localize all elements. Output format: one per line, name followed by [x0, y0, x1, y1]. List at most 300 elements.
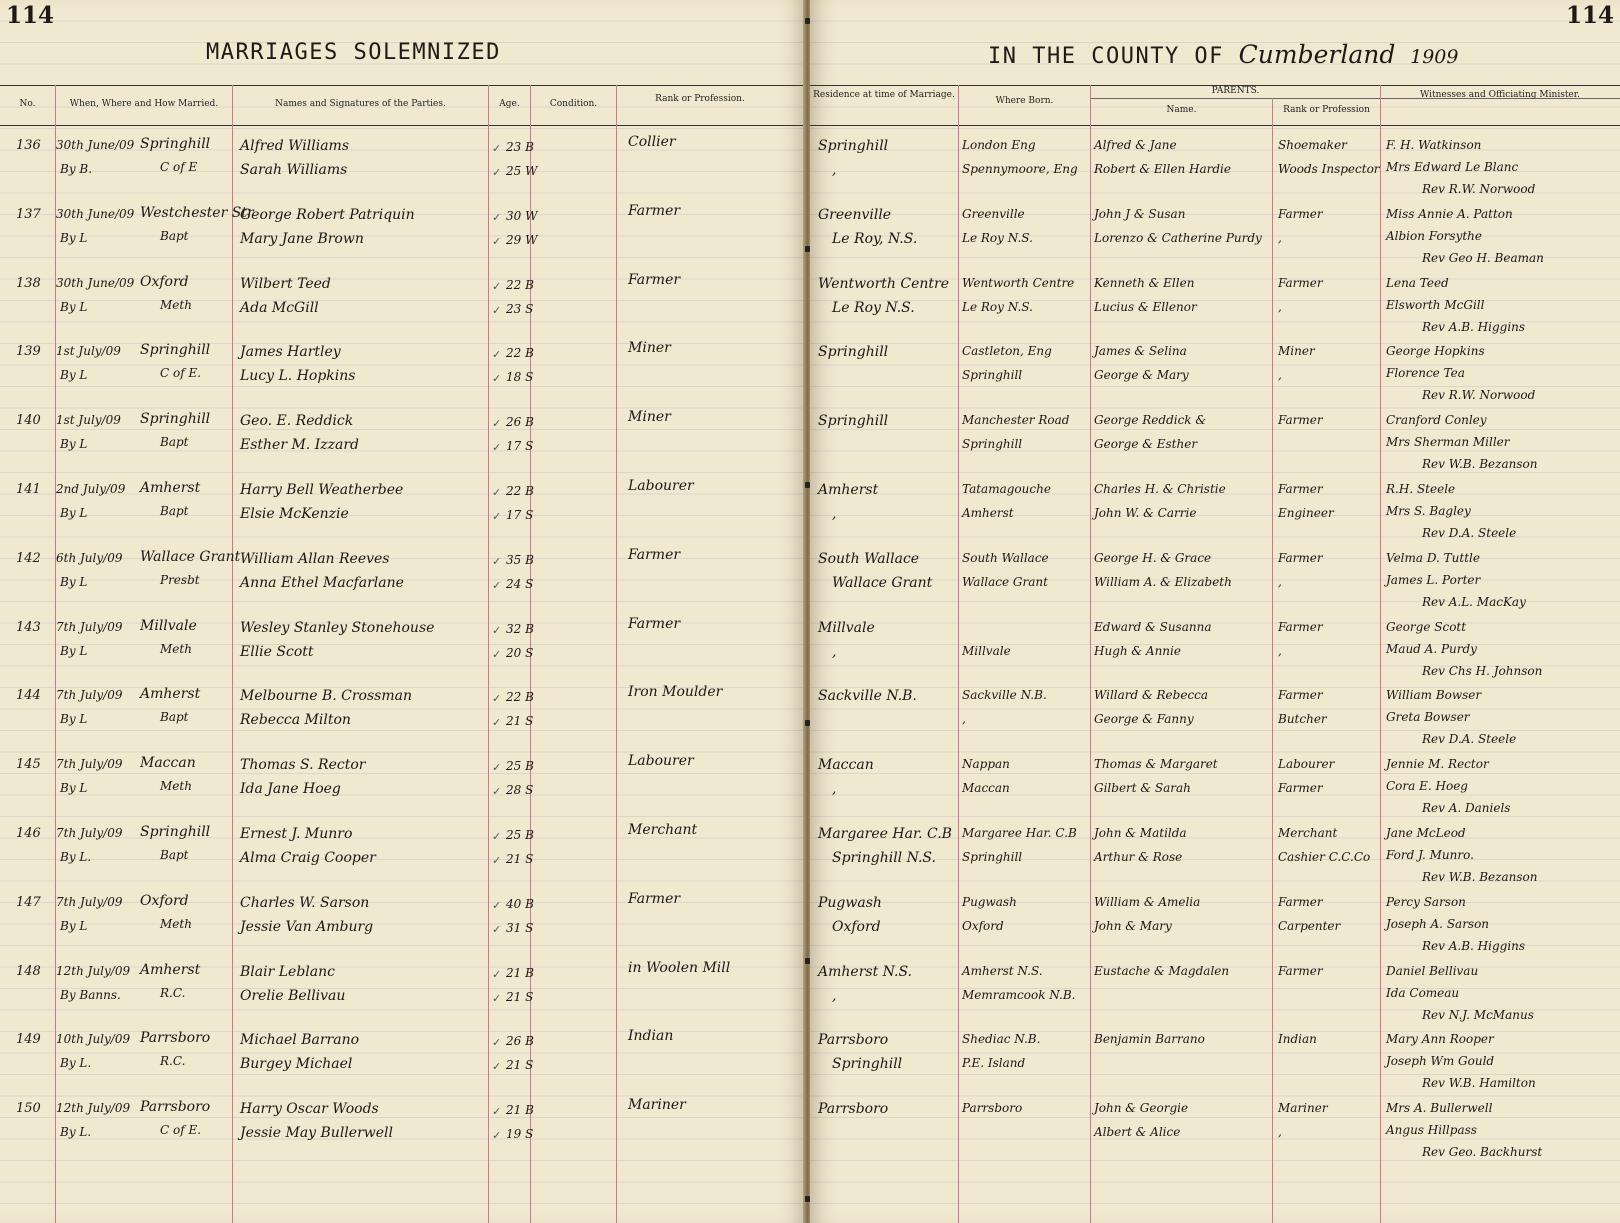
- officiating-minister: Rev N.J. McManus: [1422, 1007, 1534, 1022]
- groom-name: Michael Barrano: [240, 1032, 360, 1049]
- parents-groom: George H. & Grace: [1094, 550, 1212, 565]
- officiating-minister: Rev W.B. Bezanson: [1422, 457, 1538, 472]
- witness-2: Albion Forsythe: [1386, 228, 1483, 243]
- residence-groom: Springhill: [818, 344, 889, 361]
- marriage-date: 10th July/09: [56, 1032, 131, 1047]
- check-mark: ✓: [492, 647, 502, 661]
- residence-bride: ,: [832, 781, 837, 798]
- marriage-method: By L: [60, 712, 88, 727]
- parents-rank-groom: Miner: [1278, 344, 1315, 359]
- record-number: 144: [16, 688, 41, 704]
- parents-rank-groom: Farmer: [1278, 275, 1323, 290]
- check-mark: ✓: [492, 761, 502, 775]
- officiating-minister: Rev A.B. Higgins: [1422, 938, 1526, 953]
- groom-rank: Indian: [628, 1028, 674, 1045]
- groom-age-condition: 25 B: [506, 828, 534, 842]
- groom-name: William Allan Reeves: [240, 550, 390, 567]
- witness-1: Daniel Bellivau: [1386, 963, 1479, 978]
- marriage-method: By L: [60, 918, 88, 933]
- bride-age-condition: 18 S: [506, 370, 534, 385]
- birthplace-groom: Tatamagouche: [962, 482, 1051, 496]
- residence-groom: Wentworth Centre: [818, 275, 949, 292]
- residence-groom: Margaree Har. C.B: [818, 826, 952, 842]
- marriage-method: By L.: [60, 850, 92, 864]
- parents-rank-groom: Farmer: [1278, 206, 1323, 221]
- denomination: Presbt: [160, 572, 200, 587]
- residence-groom: Springhill: [818, 413, 889, 430]
- groom-age-condition: 40 B: [506, 896, 534, 911]
- denomination: C of E.: [160, 366, 202, 381]
- marriage-date: 6th July/09: [56, 550, 123, 565]
- parents-bride: Robert & Ellen Hardie: [1094, 162, 1231, 176]
- residence-bride: ,: [832, 643, 837, 660]
- groom-rank: Labourer: [628, 478, 694, 494]
- header-names: Names and Signatures of the Parties.: [275, 99, 446, 109]
- witness-2: Angus Hillpass: [1386, 1123, 1477, 1138]
- marriage-place: Westchester Str: [140, 204, 254, 221]
- parents-bride: George & Esther: [1094, 437, 1198, 452]
- page-number-right: 114: [1566, 2, 1615, 29]
- denomination: C of E.: [160, 1123, 202, 1138]
- header-parents-name: Name.: [1166, 105, 1197, 115]
- parents-groom: Alfred & Jane: [1094, 138, 1177, 152]
- denomination: R.C.: [160, 1054, 186, 1069]
- denomination: Bapt: [160, 435, 189, 450]
- marriage-method: By L: [60, 299, 88, 314]
- witness-2: Mrs Sherman Miller: [1386, 435, 1510, 450]
- marriage-method: By B.: [60, 162, 93, 176]
- marriage-place: Oxford: [140, 273, 189, 290]
- check-mark: ✓: [492, 234, 502, 248]
- check-mark: ✓: [492, 142, 502, 155]
- header-bottom-rule: [0, 125, 805, 126]
- marriage-place: Oxford: [140, 892, 189, 909]
- record-number: 138: [16, 275, 41, 291]
- residence-groom: Greenville: [818, 206, 892, 223]
- marriage-date: 7th July/09: [56, 619, 123, 634]
- groom-rank: Farmer: [628, 271, 681, 288]
- parents-rank-bride: Carpenter: [1278, 918, 1341, 933]
- record-number: 150: [16, 1101, 41, 1117]
- witness-1: Lena Teed: [1386, 275, 1449, 290]
- denomination: R.C.: [160, 985, 186, 1000]
- parents-bride: John W. & Carrie: [1094, 506, 1197, 520]
- bride-name: Jessie Van Amburg: [240, 918, 374, 935]
- header-witnesses: Witnesses and Officiating Minister.: [1420, 90, 1580, 100]
- denomination: Meth: [160, 779, 192, 794]
- birthplace-groom: Wentworth Centre: [962, 275, 1075, 290]
- parents-groom: George Reddick &: [1094, 413, 1207, 428]
- residence-bride: Wallace Grant: [832, 574, 933, 591]
- birthplace-groom: Amherst N.S.: [962, 963, 1043, 978]
- parents-groom: Charles H. & Christie: [1094, 482, 1226, 496]
- bride-name: Ellie Scott: [240, 643, 314, 660]
- marriage-date: 7th July/09: [56, 757, 123, 772]
- marriage-method: By L: [60, 230, 88, 245]
- witness-2: Cora E. Hoeg: [1386, 779, 1468, 794]
- bride-name: Burgey Michael: [240, 1056, 353, 1073]
- marriage-place: Maccan: [140, 755, 196, 772]
- denomination: Meth: [160, 916, 192, 931]
- residence-groom: Springhill: [818, 138, 889, 154]
- bride-name: Ida Jane Hoeg: [240, 781, 341, 798]
- parents-rank-bride: Engineer: [1278, 506, 1334, 520]
- bride-age-condition: 23 S: [506, 301, 534, 316]
- marriage-method: By Banns.: [60, 987, 121, 1002]
- parents-rank-groom: Mariner: [1278, 1101, 1328, 1116]
- birthplace-groom: Castleton, Eng: [962, 344, 1052, 359]
- bride-age-condition: 29 W: [506, 232, 538, 247]
- birthplace-groom: Margaree Har. C.B: [962, 826, 1077, 840]
- witness-1: Miss Annie A. Patton: [1386, 206, 1513, 221]
- marriage-place: Springhill: [140, 136, 211, 152]
- groom-name: Charles W. Sarson: [240, 894, 370, 911]
- parents-rank-groom: Labourer: [1278, 757, 1335, 772]
- parents-rank-groom: Indian: [1278, 1032, 1317, 1047]
- officiating-minister: Rev R.W. Norwood: [1422, 182, 1536, 196]
- bride-age-condition: 17 S: [506, 439, 534, 454]
- denomination: Bapt: [160, 710, 189, 725]
- marriage-place: Parrsboro: [140, 1099, 211, 1116]
- birthplace-bride: Springhill: [962, 368, 1023, 383]
- check-mark: ✓: [492, 1129, 502, 1143]
- witness-1: Mary Ann Rooper: [1386, 1032, 1494, 1047]
- marriage-date: 2nd July/09: [56, 482, 126, 496]
- record-number: 143: [16, 619, 41, 635]
- marriage-date: 12th July/09: [56, 1101, 131, 1116]
- check-mark: ✓: [492, 372, 502, 386]
- officiating-minister: Rev D.A. Steele: [1422, 526, 1517, 540]
- header-born: Where Born.: [995, 96, 1054, 106]
- denomination: C of E: [160, 160, 198, 174]
- witness-2: James L. Porter: [1386, 572, 1481, 587]
- residence-groom: Pugwash: [818, 894, 882, 911]
- residence-bride: Le Roy, N.S.: [832, 230, 918, 247]
- check-mark: ✓: [492, 441, 502, 455]
- check-mark: ✓: [492, 486, 502, 499]
- groom-name: Blair Leblanc: [240, 963, 335, 980]
- officiating-minister: Rev D.A. Steele: [1422, 732, 1517, 747]
- groom-rank: Miner: [628, 409, 671, 426]
- header-when: When, Where and How Married.: [69, 99, 219, 109]
- check-mark: ✓: [492, 785, 502, 799]
- header-residence: Residence at time of Marriage.: [813, 90, 955, 100]
- record-number: 136: [16, 138, 41, 153]
- marriage-place: Springhill: [140, 411, 211, 428]
- bride-age-condition: 28 S: [506, 783, 534, 798]
- parents-rank-bride: ,: [1278, 643, 1282, 658]
- witness-1: Cranford Conley: [1386, 413, 1487, 428]
- groom-rank: Mariner: [628, 1097, 686, 1114]
- groom-age-condition: 22 B: [506, 690, 534, 705]
- groom-name: Ernest J. Munro: [240, 826, 353, 842]
- marriage-place: Amherst: [140, 686, 201, 703]
- residence-groom: Millvale: [818, 619, 875, 636]
- bride-age-condition: 20 S: [506, 645, 534, 660]
- marriage-method: By L.: [60, 1125, 92, 1140]
- marriage-place: Parrsboro: [140, 1030, 211, 1047]
- parents-bride: John & Mary: [1094, 918, 1172, 933]
- marriage-place: Springhill: [140, 824, 211, 840]
- groom-rank: Iron Moulder: [628, 684, 723, 701]
- groom-name: Harry Oscar Woods: [240, 1101, 379, 1118]
- bride-age-condition: 21 S: [506, 714, 534, 729]
- marriage-date: 30th June/09: [56, 206, 135, 221]
- parents-rank-bride: Woods Inspector: [1278, 162, 1380, 176]
- birthplace-bride: Maccan: [962, 781, 1010, 796]
- parents-rank-groom: Farmer: [1278, 688, 1323, 703]
- groom-rank: Collier: [628, 134, 676, 150]
- bride-age-condition: 31 S: [506, 920, 534, 935]
- birthplace-bride: Springhill: [962, 850, 1023, 864]
- marriage-method: By L: [60, 368, 88, 383]
- header-age: Age.: [499, 99, 520, 109]
- groom-name: Geo. E. Reddick: [240, 413, 354, 430]
- check-mark: ✓: [492, 303, 502, 317]
- officiating-minister: Rev A.L. MacKay: [1422, 594, 1526, 609]
- header-no: No.: [19, 99, 36, 109]
- check-mark: ✓: [492, 417, 502, 431]
- groom-age-condition: 35 B: [506, 552, 534, 567]
- check-mark: ✓: [492, 692, 502, 706]
- residence-bride: Le Roy N.S.: [832, 299, 915, 316]
- groom-age-condition: 26 B: [506, 1034, 534, 1049]
- marriage-place: Springhill: [140, 342, 211, 359]
- right-page: [810, 0, 1620, 1223]
- record-number: 147: [16, 894, 41, 910]
- residence-groom: South Wallace: [818, 550, 920, 567]
- bride-age-condition: 17 S: [506, 508, 534, 522]
- check-mark: ✓: [492, 1060, 502, 1074]
- check-mark: ✓: [492, 898, 502, 912]
- bride-age-condition: 19 S: [506, 1127, 534, 1142]
- groom-name: Melbourne B. Crossman: [240, 688, 412, 705]
- marriage-method: By L: [60, 781, 88, 796]
- check-mark: ✓: [492, 1105, 502, 1119]
- check-mark: ✓: [492, 166, 502, 179]
- parents-bride: Lorenzo & Catherine Purdy: [1094, 230, 1262, 245]
- witness-2: Maud A. Purdy: [1386, 641, 1477, 656]
- residence-bride: ,: [832, 162, 837, 178]
- marriage-method: By L: [60, 643, 88, 658]
- birthplace-groom: Manchester Road: [962, 413, 1070, 428]
- officiating-minister: Rev Geo H. Beaman: [1422, 250, 1544, 265]
- parents-bride: Lucius & Ellenor: [1094, 299, 1197, 314]
- birthplace-bride: P.E. Island: [962, 1056, 1026, 1071]
- groom-age-condition: 25 B: [506, 759, 534, 774]
- groom-rank: in Woolen Mill: [628, 959, 731, 976]
- witness-1: Mrs A. Bullerwell: [1386, 1101, 1493, 1116]
- parents-bride: William A. & Elizabeth: [1094, 574, 1232, 589]
- bride-name: Jessie May Bullerwell: [240, 1125, 393, 1142]
- officiating-minister: Rev Chs H. Johnson: [1422, 663, 1543, 678]
- officiating-minister: Rev Geo. Backhurst: [1422, 1145, 1543, 1160]
- groom-name: Wesley Stanley Stonehouse: [240, 619, 435, 636]
- witness-2: Joseph Wm Gould: [1386, 1054, 1495, 1069]
- birthplace-groom: London Eng: [962, 138, 1036, 152]
- parents-groom: Willard & Rebecca: [1094, 688, 1209, 703]
- marriage-method: By L: [60, 437, 88, 452]
- parents-rank-groom: Shoemaker: [1278, 138, 1347, 152]
- parents-rank-groom: Farmer: [1278, 482, 1323, 496]
- residence-groom: Parrsboro: [818, 1032, 889, 1049]
- groom-name: Alfred Williams: [240, 138, 350, 154]
- officiating-minister: Rev R.W. Norwood: [1422, 388, 1536, 403]
- marriage-date: 30th June/09: [56, 275, 135, 290]
- record-number: 142: [16, 550, 41, 566]
- parents-rank-bride: Farmer: [1278, 781, 1323, 796]
- parents-rank-bride: ,: [1278, 1125, 1282, 1140]
- groom-rank: Merchant: [628, 822, 698, 838]
- marriage-method: By L.: [60, 1056, 92, 1071]
- groom-name: James Hartley: [240, 344, 341, 361]
- bride-name: Ada McGill: [240, 299, 319, 316]
- record-number: 141: [16, 482, 41, 497]
- groom-rank: Farmer: [628, 546, 681, 563]
- check-mark: ✓: [492, 623, 502, 637]
- residence-bride: Oxford: [832, 918, 881, 935]
- page-title-right: [988, 40, 1458, 69]
- check-mark: ✓: [492, 830, 502, 843]
- check-mark: ✓: [492, 854, 502, 867]
- groom-age-condition: 22 B: [506, 346, 534, 361]
- witness-1: Velma D. Tuttle: [1386, 550, 1480, 565]
- check-mark: ✓: [492, 716, 502, 730]
- witness-2: Ida Comeau: [1386, 985, 1460, 1000]
- record-number: 149: [16, 1032, 41, 1048]
- witness-2: Elsworth McGill: [1386, 297, 1485, 312]
- officiating-minister: Rev W.B. Bezanson: [1422, 870, 1538, 884]
- header-rank: Rank or Profession.: [655, 94, 745, 104]
- birthplace-bride: Springhill: [962, 437, 1023, 452]
- check-mark: ✓: [492, 510, 502, 523]
- parents-rank-bride: ,: [1278, 574, 1282, 589]
- groom-age-condition: 22 B: [506, 484, 534, 498]
- groom-age-condition: 21 B: [506, 1103, 534, 1118]
- witness-2: Ford J. Munro.: [1386, 848, 1474, 862]
- check-mark: ✓: [492, 210, 502, 224]
- witness-2: Joseph A. Sarson: [1386, 916, 1490, 931]
- header-top-rule: [0, 85, 805, 86]
- check-mark: ✓: [492, 348, 502, 362]
- witness-2: Mrs Edward Le Blanc: [1386, 160, 1519, 174]
- parents-groom: Kenneth & Ellen: [1094, 275, 1195, 290]
- witness-2: Greta Bowser: [1386, 710, 1470, 725]
- groom-age-condition: 22 B: [506, 277, 534, 292]
- parents-rank-bride: ,: [1278, 299, 1282, 314]
- birthplace-bride: Wallace Grant: [962, 574, 1048, 589]
- check-mark: ✓: [492, 279, 502, 293]
- bride-age-condition: 21 S: [506, 852, 534, 866]
- record-number: 139: [16, 344, 41, 360]
- parents-groom: James & Selina: [1094, 344, 1187, 359]
- record-number: 140: [16, 413, 41, 429]
- marriage-place: Millvale: [140, 617, 197, 634]
- marriage-place: Amherst: [140, 480, 201, 496]
- page-title-left: MARRIAGES SOLEMNIZED: [206, 40, 501, 65]
- birthplace-bride: Millvale: [962, 643, 1011, 658]
- bride-name: Rebecca Milton: [240, 712, 351, 729]
- groom-rank: Miner: [628, 340, 671, 357]
- record-number: 146: [16, 826, 41, 841]
- birthplace-bride: Spennymoore, Eng: [962, 162, 1078, 176]
- residence-groom: Parrsboro: [818, 1101, 889, 1118]
- groom-rank: Farmer: [628, 615, 681, 632]
- bride-name: Elsie McKenzie: [240, 506, 349, 522]
- parents-bride: George & Fanny: [1094, 712, 1194, 727]
- groom-name: Thomas S. Rector: [240, 757, 366, 774]
- residence-bride: Springhill N.S.: [832, 850, 936, 866]
- witness-1: William Bowser: [1386, 688, 1482, 703]
- residence-bride: ,: [832, 987, 837, 1004]
- record-number: 145: [16, 757, 41, 773]
- parents-bride: Hugh & Annie: [1094, 643, 1181, 658]
- birthplace-bride: Le Roy N.S.: [962, 230, 1033, 245]
- birthplace-groom: Greenville: [962, 206, 1025, 221]
- witness-1: R.H. Steele: [1386, 482, 1456, 496]
- county-name: Cumberland: [1238, 40, 1396, 69]
- bride-name: Alma Craig Cooper: [240, 850, 376, 866]
- witness-2: Florence Tea: [1386, 366, 1465, 381]
- bride-age-condition: 25 W: [506, 164, 538, 178]
- witness-1: F. H. Watkinson: [1386, 138, 1482, 152]
- officiating-minister: Rev A. Daniels: [1422, 801, 1511, 816]
- denomination: Meth: [160, 641, 192, 656]
- denomination: Bapt: [160, 504, 189, 518]
- groom-age-condition: 23 B: [506, 140, 534, 154]
- witness-1: George Hopkins: [1386, 344, 1485, 359]
- parents-bride: Albert & Alice: [1094, 1125, 1181, 1140]
- officiating-minister: Rev W.B. Hamilton: [1422, 1076, 1536, 1091]
- groom-age-condition: 26 B: [506, 415, 534, 430]
- bride-age-condition: 21 S: [506, 1058, 534, 1073]
- record-number: 148: [16, 963, 41, 979]
- parents-rank-bride: Butcher: [1278, 712, 1327, 727]
- bride-name: Lucy L. Hopkins: [240, 368, 356, 385]
- witness-1: George Scott: [1386, 619, 1467, 634]
- parents-rank-groom: Farmer: [1278, 963, 1323, 978]
- residence-groom: Amherst N.S.: [818, 963, 912, 980]
- page-number-left: 114: [6, 2, 55, 29]
- residence-groom: Maccan: [818, 757, 874, 774]
- marriage-date: 7th July/09: [56, 826, 123, 840]
- birthplace-groom: Sackville N.B.: [962, 688, 1047, 703]
- birthplace-bride: Amherst: [962, 506, 1014, 520]
- groom-name: Harry Bell Weatherbee: [240, 482, 404, 498]
- witness-1: Percy Sarson: [1386, 894, 1466, 909]
- marriage-date: 7th July/09: [56, 894, 123, 909]
- parents-groom: John & Georgie: [1094, 1101, 1189, 1116]
- groom-rank: Farmer: [628, 890, 681, 907]
- parents-bride: Gilbert & Sarah: [1094, 781, 1191, 796]
- check-mark: ✓: [492, 967, 502, 981]
- birthplace-bride: Le Roy N.S.: [962, 299, 1033, 314]
- parents-bride: George & Mary: [1094, 368, 1189, 383]
- groom-rank: Labourer: [628, 753, 694, 770]
- parents-groom: William & Amelia: [1094, 894, 1201, 909]
- residence-bride: ,: [832, 506, 837, 522]
- left-page: [0, 0, 805, 1223]
- denomination: Bapt: [160, 228, 189, 243]
- parents-groom: Eustache & Magdalen: [1094, 963, 1230, 978]
- marriage-method: By L: [60, 506, 88, 520]
- residence-bride: Springhill: [832, 1056, 903, 1073]
- marriage-place: Wallace Grant: [140, 548, 241, 565]
- denomination: Meth: [160, 297, 192, 312]
- bride-age-condition: 24 S: [506, 576, 534, 591]
- bride-name: Anna Ethel Macfarlane: [240, 574, 404, 591]
- marriage-method: By L: [60, 574, 88, 589]
